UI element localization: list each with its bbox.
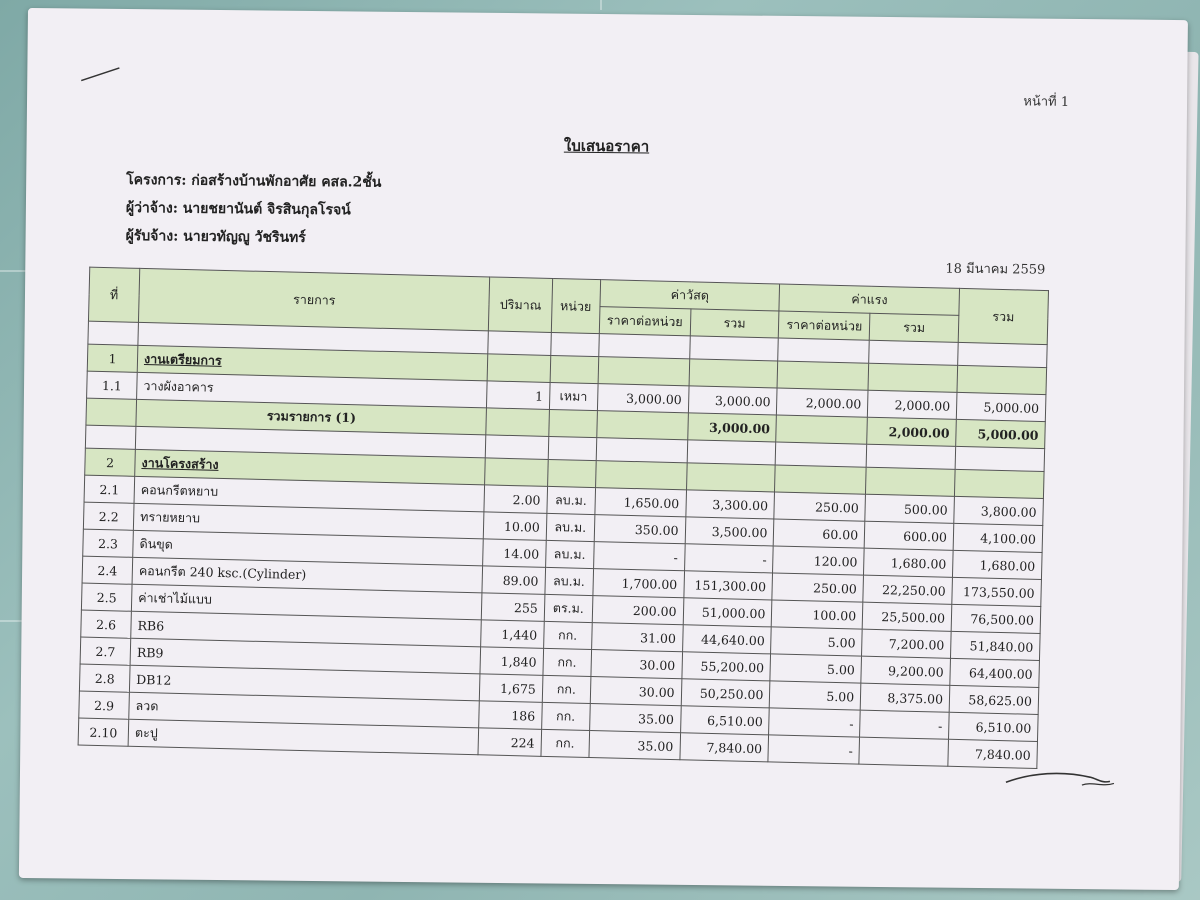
row-total: 64,400.00 bbox=[950, 658, 1040, 687]
blank-cell bbox=[85, 425, 136, 449]
row-total: 3,800.00 bbox=[954, 496, 1044, 525]
section-empty-cell bbox=[868, 363, 958, 392]
row-item: ค่าเช่าไม้แบบ bbox=[131, 584, 482, 620]
header-unit: หน่วย bbox=[551, 278, 600, 333]
project-label: โครงการ: bbox=[126, 172, 187, 189]
row-item: ลวด bbox=[129, 692, 480, 728]
row-material-unit-price: 35.00 bbox=[589, 704, 680, 733]
row-labor-unit-price: 250.00 bbox=[774, 492, 865, 521]
subtotal-empty-cell bbox=[86, 398, 137, 426]
row-material-sum: 51,000.00 bbox=[683, 598, 773, 627]
row-labor-unit-price: - bbox=[769, 708, 860, 737]
row-qty: 2.00 bbox=[484, 485, 547, 514]
section-empty-cell bbox=[550, 355, 599, 383]
page-number: หน้าที่ 1 bbox=[1023, 94, 1070, 110]
row-material-sum: 3,300.00 bbox=[685, 490, 775, 519]
row-total: 51,840.00 bbox=[951, 631, 1041, 660]
row-labor-unit-price: 60.00 bbox=[774, 519, 865, 548]
row-item: RB6 bbox=[131, 611, 482, 647]
row-labor-sum: 600.00 bbox=[864, 521, 954, 550]
blank-cell bbox=[88, 321, 139, 345]
subtotal-empty-cell bbox=[486, 408, 549, 437]
row-total: 173,550.00 bbox=[952, 577, 1042, 606]
row-material-sum: 55,200.00 bbox=[681, 652, 771, 681]
row-material-unit-price: 30.00 bbox=[591, 650, 682, 679]
paper-sheet bbox=[19, 8, 1188, 890]
row-unit: ลบ.ม. bbox=[545, 540, 594, 568]
header-labor: ค่าแรง bbox=[779, 284, 959, 315]
row-number: 2.1 bbox=[84, 475, 135, 503]
header-grand-total: รวม bbox=[958, 288, 1048, 344]
row-qty: 255 bbox=[482, 593, 545, 622]
document-title: ใบเสนอราคา bbox=[563, 136, 650, 156]
blank-cell bbox=[596, 438, 687, 463]
row-total: 58,625.00 bbox=[949, 685, 1039, 714]
row-unit: ลบ.ม. bbox=[546, 513, 595, 541]
contractor-value: นายวทัญญู วัชรินทร์ bbox=[183, 228, 306, 246]
header-item: รายการ bbox=[138, 268, 490, 331]
project-line bbox=[126, 169, 381, 194]
row-qty: 224 bbox=[478, 728, 541, 757]
row-material-unit-price: 350.00 bbox=[594, 515, 685, 544]
section-empty-cell bbox=[689, 359, 779, 388]
contractor-line bbox=[126, 225, 306, 249]
subtotal-total: 5,000.00 bbox=[956, 419, 1046, 448]
row-material-sum: 44,640.00 bbox=[682, 625, 772, 654]
row-material-sum: 50,250.00 bbox=[681, 679, 771, 708]
row-material-unit-price: 30.00 bbox=[590, 677, 681, 706]
section-empty-cell bbox=[485, 458, 548, 487]
header-material: ค่าวัสดุ bbox=[600, 280, 780, 311]
section-title: งานเตรียมการ bbox=[137, 345, 488, 381]
row-labor-sum: 8,375.00 bbox=[860, 683, 950, 712]
subtotal-empty-cell bbox=[549, 409, 598, 437]
row-total: 4,100.00 bbox=[953, 523, 1043, 552]
row-total: 5,000.00 bbox=[956, 392, 1046, 421]
contractor-label: ผู้รับจ้าง: bbox=[125, 228, 179, 245]
row-item: วางผังอาคาร bbox=[137, 372, 488, 408]
row-labor-unit-price: 5.00 bbox=[770, 654, 861, 683]
row-qty: 1 bbox=[487, 381, 550, 410]
row-unit: เหมา bbox=[549, 382, 598, 410]
employer-label: ผู้ว่าจ้าง: bbox=[125, 200, 178, 217]
row-unit: กก. bbox=[541, 729, 590, 757]
blank-cell bbox=[955, 446, 1044, 471]
row-labor-sum: - bbox=[860, 710, 950, 739]
subtotal-material-sum: 3,000.00 bbox=[687, 413, 777, 442]
row-number: 2.4 bbox=[82, 556, 133, 584]
row-unit: ลบ.ม. bbox=[547, 486, 596, 514]
row-material-sum: 6,510.00 bbox=[680, 706, 770, 735]
row-labor-unit-price: 2,000.00 bbox=[777, 388, 868, 417]
header-no: ที่ bbox=[88, 267, 139, 322]
floor-tile-line bbox=[600, 0, 602, 10]
row-number: 2.2 bbox=[83, 502, 134, 530]
row-unit: กก. bbox=[541, 702, 590, 730]
row-item: ดินขุด bbox=[133, 530, 484, 566]
row-material-unit-price: 35.00 bbox=[589, 731, 680, 760]
row-item: DB12 bbox=[129, 665, 480, 701]
row-unit: กก. bbox=[542, 675, 591, 703]
section-empty-cell bbox=[547, 459, 596, 487]
section-empty-cell bbox=[686, 463, 776, 492]
blank-cell bbox=[486, 435, 549, 460]
row-item: ตะปู bbox=[128, 719, 479, 755]
quotation-table bbox=[78, 267, 1049, 769]
section-empty-cell bbox=[775, 465, 866, 494]
header-material-sum: รวม bbox=[690, 309, 780, 338]
employer-line bbox=[126, 197, 351, 221]
row-labor-sum: 1,680.00 bbox=[864, 548, 954, 577]
row-labor-unit-price: 5.00 bbox=[771, 627, 862, 656]
row-qty: 14.00 bbox=[483, 539, 546, 568]
section-empty-cell bbox=[488, 354, 551, 383]
section-title: งานโครงสร้าง bbox=[135, 449, 486, 485]
row-labor-sum: 2,000.00 bbox=[868, 390, 958, 419]
subtotal-empty-cell bbox=[776, 415, 867, 444]
blank-cell bbox=[551, 332, 600, 356]
row-unit: ลบ.ม. bbox=[545, 567, 594, 595]
row-material-sum: 3,000.00 bbox=[688, 386, 778, 415]
row-material-unit-price: 1,700.00 bbox=[593, 569, 684, 598]
employer-value: นายชยานันต์ จิรสินกุลโรจน์ bbox=[182, 200, 351, 219]
blank-cell bbox=[869, 340, 958, 365]
blank-cell bbox=[778, 338, 869, 363]
row-labor-unit-price: 5.00 bbox=[770, 681, 861, 710]
row-labor-unit-price: - bbox=[768, 735, 859, 764]
quotation-body bbox=[78, 321, 1047, 768]
row-material-unit-price: 3,000.00 bbox=[597, 384, 688, 413]
section-empty-cell bbox=[955, 469, 1045, 498]
row-number: 2.3 bbox=[83, 529, 134, 557]
row-total: 7,840.00 bbox=[948, 739, 1038, 768]
row-material-sum: 151,300.00 bbox=[683, 571, 773, 600]
row-number: 2.6 bbox=[81, 610, 132, 638]
blank-cell bbox=[687, 440, 776, 465]
row-labor-sum: 7,200.00 bbox=[862, 629, 952, 658]
row-number: 2.7 bbox=[80, 637, 131, 665]
row-number: 2.10 bbox=[78, 718, 129, 746]
section-empty-cell bbox=[598, 357, 689, 386]
subtotal-label: รวมรายการ (1) bbox=[136, 399, 487, 435]
row-labor-unit-price: 100.00 bbox=[772, 600, 863, 629]
row-total: 6,510.00 bbox=[949, 712, 1039, 741]
row-item: ทรายหยาบ bbox=[133, 503, 484, 539]
row-qty: 186 bbox=[479, 701, 542, 730]
project-value: ก่อสร้างบ้านพักอาศัย คสล.2ชั้น bbox=[191, 172, 382, 191]
row-material-unit-price: - bbox=[593, 542, 684, 571]
row-number: 2.9 bbox=[79, 691, 130, 719]
row-labor-sum bbox=[859, 737, 949, 766]
row-item: คอนกรีตหยาบ bbox=[134, 476, 485, 512]
blank-cell bbox=[866, 444, 955, 469]
header-labor-unit-price: ราคาต่อหน่วย bbox=[779, 311, 870, 340]
row-material-unit-price: 200.00 bbox=[592, 596, 683, 625]
row-material-unit-price: 31.00 bbox=[591, 623, 682, 652]
row-unit: กก. bbox=[543, 621, 592, 649]
row-labor-sum: 500.00 bbox=[865, 494, 955, 523]
row-total: 1,680.00 bbox=[953, 550, 1043, 579]
row-labor-unit-price: 120.00 bbox=[773, 546, 864, 575]
subtotal-empty-cell bbox=[597, 411, 688, 440]
row-number: 2.8 bbox=[79, 664, 130, 692]
section-empty-cell bbox=[957, 365, 1047, 394]
section-number: 2 bbox=[85, 448, 136, 476]
row-item: คอนกรีต 240 ksc.(Cylinder) bbox=[132, 557, 483, 593]
row-number: 2.5 bbox=[81, 583, 132, 611]
handwritten-scribble-icon bbox=[1002, 762, 1122, 793]
blank-cell bbox=[776, 442, 867, 467]
row-qty: 1,440 bbox=[481, 620, 544, 649]
blank-cell bbox=[488, 331, 551, 356]
document-date: 18 มีนาคม 2559 bbox=[945, 261, 1046, 278]
row-unit: กก. bbox=[543, 648, 592, 676]
row-qty: 1,675 bbox=[480, 674, 543, 703]
row-material-sum: 3,500.00 bbox=[685, 517, 775, 546]
row-material-sum: - bbox=[684, 544, 774, 573]
blank-cell bbox=[598, 334, 689, 359]
header-material-unit-price: ราคาต่อหน่วย bbox=[599, 307, 690, 336]
row-item: RB9 bbox=[130, 638, 481, 674]
row-qty: 89.00 bbox=[482, 566, 545, 595]
row-labor-sum: 22,250.00 bbox=[863, 575, 953, 604]
subtotal-labor-sum: 2,000.00 bbox=[867, 417, 957, 446]
row-material-unit-price: 1,650.00 bbox=[595, 488, 686, 517]
header-labor-sum: รวม bbox=[869, 313, 959, 342]
row-unit: ตร.ม. bbox=[544, 594, 593, 622]
section-empty-cell bbox=[595, 461, 686, 490]
section-empty-cell bbox=[866, 467, 956, 496]
row-labor-sum: 25,500.00 bbox=[862, 602, 952, 631]
row-material-sum: 7,840.00 bbox=[679, 733, 769, 762]
row-qty: 10.00 bbox=[484, 512, 547, 541]
row-qty: 1,840 bbox=[480, 647, 543, 676]
pen-mark-icon bbox=[79, 65, 121, 85]
blank-cell bbox=[548, 436, 597, 460]
blank-cell bbox=[958, 342, 1047, 367]
section-number: 1 bbox=[87, 344, 138, 372]
section-empty-cell bbox=[777, 361, 868, 390]
blank-cell bbox=[689, 336, 778, 361]
row-labor-sum: 9,200.00 bbox=[861, 656, 951, 685]
row-total: 76,500.00 bbox=[951, 604, 1041, 633]
header-qty: ปริมาณ bbox=[489, 277, 553, 333]
row-labor-unit-price: 250.00 bbox=[772, 573, 863, 602]
row-number: 1.1 bbox=[87, 371, 138, 399]
